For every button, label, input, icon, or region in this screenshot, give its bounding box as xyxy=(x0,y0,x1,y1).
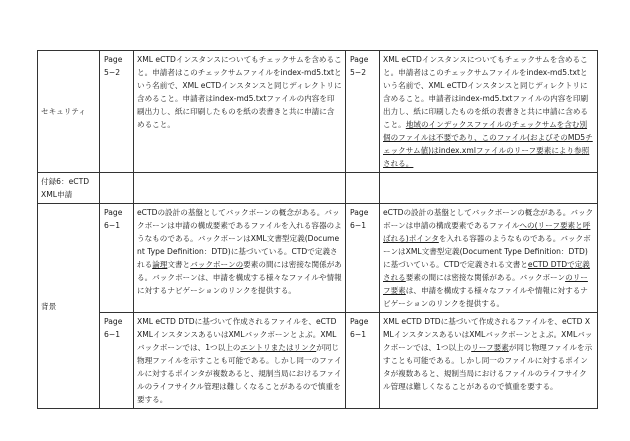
page-label: Page xyxy=(104,208,123,217)
empty-cell xyxy=(134,173,346,204)
old-text-cell xyxy=(134,204,346,313)
old-page-cell xyxy=(100,204,134,313)
section-label: 背景 xyxy=(38,204,100,409)
new-text-cell xyxy=(380,204,598,313)
new-page-cell xyxy=(346,51,380,173)
text-segment: 要素の間には密接な関係がある。バックボーンは、申請を構成する様々なファイルや情報に対するナビゲーションのリンクを提供する。 xyxy=(137,260,342,295)
page-number: 5−2 xyxy=(104,68,121,77)
text-segment: XML eCTDインスタンスについてもチェックサムを含めること。申請者はこのチェックサムファイルをindex-md5.txtという名前で、XML eCTDインスタンスと同じディレクトリに含めること。申請者はindex-md5.txtファイルの内容を印刷出力し、紙に印刷したものを紙の表書きと共に申請に含めること。 xyxy=(383,55,589,129)
text-segment: XML eCTDインスタンスについてもチェックサムを含めること。申請者はこのチェックサムファイルをindex-md5.txtという名前で、XML eCTDインスタンスと同じディレクトリに含めること。申請者はindex-md5.txtファイルの内容を印刷出力し、紙に印刷したものを紙の表書きと共に申請に含めること。 xyxy=(137,55,342,129)
page-number: 5−2 xyxy=(350,68,367,77)
revision-table xyxy=(37,50,598,409)
empty-cell xyxy=(100,173,134,204)
changed-text-segment: 論理 xyxy=(152,260,168,269)
old-page-cell xyxy=(100,313,134,409)
changed-text-segment: eCTD DTDで定義される xyxy=(383,260,590,282)
changed-text-segment: リーフ要素 xyxy=(471,343,509,352)
page-number: 6−1 xyxy=(350,221,367,230)
table-row xyxy=(38,204,598,313)
new-page-cell xyxy=(346,313,380,409)
text-segment: が同じ物理ファイルを示すことも可能である。しかし同一のファイルに対するポインタが複数あると、規制当局におけるファイルのライフサイクル管理は難しくなることがあるので慎重を要する。 xyxy=(383,343,593,391)
page-label: Page xyxy=(104,317,123,326)
appendix-heading: 付録6：eCTD XML申請 xyxy=(38,173,100,204)
empty-cell xyxy=(346,173,380,204)
table-row xyxy=(38,173,598,204)
new-text-cell xyxy=(380,51,598,173)
changed-text-segment: のリーフ要素 xyxy=(383,273,588,295)
page-label: Page xyxy=(350,55,369,64)
section-label: セキュリティ xyxy=(38,51,100,173)
page-label: Page xyxy=(104,55,123,64)
changed-text-segment: バックボーンの xyxy=(190,260,244,269)
old-page-cell xyxy=(100,51,134,173)
text-segment: XML eCTD DTDに基づいて作成されるファイルを、eCTD XMLインスタンスあるいはXMLバックボーンとよぶ。XMLバックボーンでは、1つ以上の xyxy=(383,317,593,352)
text-segment: eCTDの設計の基盤としてバックボーンの概念がある。バックボーンは申請の構成要素であるファイル xyxy=(383,208,594,230)
changed-text-segment: 地域のインデックスファイルのチェックサムを含む別個のファイルは不要であり、このファイル(およびそのMD5チェックサム値)はindex.xmlファイルのリーフ要素により参照される。 xyxy=(383,120,593,168)
text-segment: XML eCTD DTDに基づいて作成されるファイルを、eCTD XMLインスタンスあるいはXMLバックボーンとよぶ。XMLバックボーンでは、1つ以上の xyxy=(137,317,337,352)
text-segment: eCTDの設計の基盤としてバックボーンの概念がある。バックボーンは申請の構成要素であるファイルを入れる容器のようなものである。バックボーンはXML文書型定義(Document Type Definition：DTD)に基づいている。CTDで定義される xyxy=(137,208,342,269)
page-label: Page xyxy=(350,208,369,217)
empty-cell xyxy=(380,173,598,204)
page-label: Page xyxy=(350,317,369,326)
text-segment: が同じ物理ファイルを示すことも可能である。しかし同一のファイルに対するポインタが複数あると、規制当局におけるファイルのライフサイクル管理は難しくなることがあるので慎重を要する。 xyxy=(137,343,342,404)
new-text-cell xyxy=(380,313,598,409)
new-page-cell xyxy=(346,204,380,313)
changed-text-segment: への(リーフ要素と呼ばれる)ポインタ xyxy=(383,221,591,243)
text-segment: は、申請を構成する様々なファイルや情報に対するナビゲーションのリンクを提供する。 xyxy=(383,286,588,308)
old-text-cell xyxy=(134,313,346,409)
text-segment: 文書と xyxy=(167,260,191,269)
page-number: 6−1 xyxy=(104,221,121,230)
table-row xyxy=(38,51,598,173)
table-row xyxy=(38,313,598,409)
text-segment: 要素の間には密接な関係がある。バックボーン xyxy=(405,273,566,282)
text-segment: を入れる容器のようなものである。バックボーンはXML文書型定義(Document Type Definition：DTD)に基づいている。CTDで定義される文書と xyxy=(383,234,591,269)
page-number: 6−1 xyxy=(104,330,121,339)
page-number: 6−1 xyxy=(350,330,367,339)
changed-text-segment: エントリまたはリンク xyxy=(240,343,317,352)
old-text-cell xyxy=(134,51,346,173)
